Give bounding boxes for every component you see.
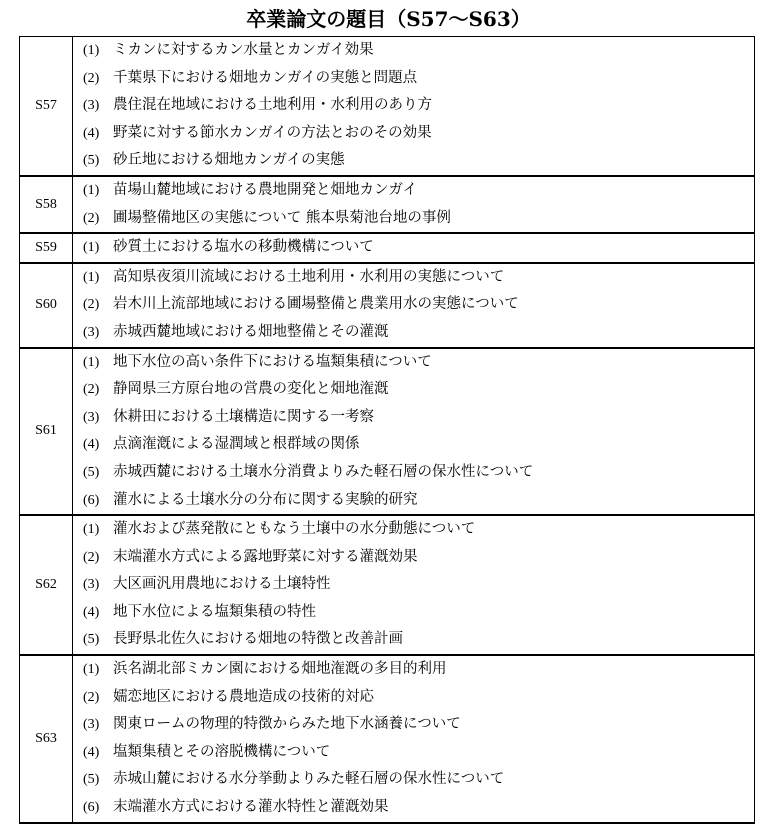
thesis-number: (2) [83,382,100,398]
thesis-title: 灌水による土壌水分の分布に関する実験的研究 [113,491,418,508]
thesis-title: 関東ロームの物理的特徴からみた地下水涵養について [113,716,461,733]
thesis-list [73,233,755,263]
thesis-title: 高知県夜須川流域における土地利用・水利用の実態について [113,268,505,285]
thesis-item [73,599,754,627]
thesis-number: (1) [83,182,100,198]
thesis-item [73,319,754,347]
thesis-title: 塩類集積とその溶脱機構について [113,743,331,760]
year-label: S62 [20,515,73,655]
year-label: S61 [20,348,73,516]
thesis-item [73,205,754,233]
year-group-row [20,348,755,516]
year-group-row [20,263,755,348]
thesis-number: (1) [83,269,100,285]
thesis-title: 赤城山麓における水分挙動よりみた軽石層の保水性について [113,771,505,788]
thesis-item [73,177,754,205]
year-group-row [20,37,755,176]
year-group-row [20,655,755,823]
thesis-title: 休耕田における土壌構造に関する一考察 [113,408,374,425]
thesis-list [73,655,755,823]
thesis-number: (3) [83,98,100,114]
thesis-item [73,459,754,487]
thesis-title: 静岡県三方原台地の営農の変化と畑地潅漑 [113,381,389,398]
thesis-number: (3) [83,717,100,733]
thesis-title: 苗場山麓地域における農地開発と畑地カンガイ [113,181,418,198]
thesis-item [73,766,754,794]
thesis-item [73,65,754,93]
year-label: S58 [20,176,73,233]
thesis-title: 千葉県下における畑地カンガイの実態と問題点 [113,69,418,86]
thesis-number: (1) [83,354,100,370]
thesis-item [73,37,754,65]
thesis-number: (3) [83,577,100,593]
thesis-number: (2) [83,70,100,86]
thesis-number: (2) [83,210,100,226]
thesis-item [73,431,754,459]
thesis-number: (2) [83,297,100,313]
thesis-list [73,263,755,348]
year-label: S59 [20,233,73,263]
thesis-item [73,544,754,572]
year-group-row [20,233,755,263]
year-label: S63 [20,655,73,823]
thesis-item [73,120,754,148]
thesis-item [73,376,754,404]
thesis-item [73,711,754,739]
thesis-title: 野菜に対する節水カンガイの方法とおのその効果 [113,124,432,141]
thesis-item [73,487,754,515]
thesis-item [73,234,754,262]
thesis-title: 灌水および蒸発散にともなう土壌中の水分動態について [113,521,476,538]
thesis-number: (5) [83,464,100,480]
thesis-title: 末端灌水方式における灌水特性と灌漑効果 [113,799,389,816]
thesis-number: (3) [83,324,100,340]
thesis-title: 末端灌水方式による露地野菜に対する灌漑効果 [113,548,418,565]
thesis-title: 浜名湖北部ミカン園における畑地潅漑の多目的利用 [113,661,447,678]
thesis-item [73,516,754,544]
thesis-title: 砂質土における塩水の移動機構について [113,239,374,256]
thesis-number: (3) [83,409,100,425]
thesis-number: (4) [83,437,100,453]
thesis-number: (4) [83,604,100,620]
thesis-item [73,147,754,175]
page-title: 卒業論文の題目（S57〜S63） [246,7,531,31]
thesis-title: 点滴潅漑による湿潤域と根群域の関係 [113,436,360,453]
thesis-number: (5) [83,153,100,169]
thesis-title: 地下水位による塩類集積の特性 [113,603,316,620]
thesis-number: (1) [83,43,100,58]
thesis-number: (2) [83,549,100,565]
thesis-number: (1) [83,240,100,256]
thesis-title: 赤城西麓地域における畑地整備とその灌漑 [113,323,389,340]
thesis-list [73,176,755,233]
thesis-item [73,404,754,432]
year-group-row [20,515,755,655]
thesis-item [73,656,754,684]
thesis-item [73,264,754,292]
thesis-item [73,684,754,712]
year-group-row [20,176,755,233]
thesis-number: (5) [83,772,100,788]
thesis-title: 長野県北佐久における畑地の特徴と改善計画 [113,631,403,648]
year-label: S60 [20,263,73,348]
thesis-list [73,37,755,176]
thesis-list [73,348,755,516]
year-label: S57 [20,37,73,176]
thesis-title: 岩木川上流部地域における圃場整備と農業用水の実態について [113,296,519,313]
thesis-number: (6) [83,800,100,816]
thesis-number: (4) [83,744,100,760]
thesis-number: (6) [83,492,100,508]
thesis-number: (1) [83,662,100,678]
thesis-title: 圃場整備地区の実態について 熊本県菊池台地の事例 [113,209,451,226]
thesis-title: 砂丘地における畑地カンガイの実態 [113,152,345,169]
thesis-item [73,739,754,767]
thesis-number: (4) [83,125,100,141]
thesis-title: 嬬恋地区における農地造成の技術的対応 [113,688,374,705]
thesis-item [73,794,754,822]
thesis-item [73,571,754,599]
thesis-title: 地下水位の高い条件下における塩類集積について [113,353,432,370]
thesis-list [73,515,755,655]
thesis-title: 大区画汎用農地における土壌特性 [113,576,331,593]
thesis-item [73,92,754,120]
thesis-title: 赤城西麓における土壌水分消費よりみた軽石層の保水性について [113,463,534,480]
thesis-item [73,291,754,319]
thesis-number: (2) [83,689,100,705]
thesis-table [19,36,755,824]
thesis-table-body [20,37,755,823]
thesis-number: (5) [83,632,100,648]
thesis-title: ミカンに対するカン水量とカンガイ効果 [113,42,374,58]
thesis-title: 農住混在地域における土地利用・水利用のあり方 [113,97,432,114]
thesis-item [73,349,754,377]
thesis-number: (1) [83,522,100,538]
thesis-item [73,626,754,654]
